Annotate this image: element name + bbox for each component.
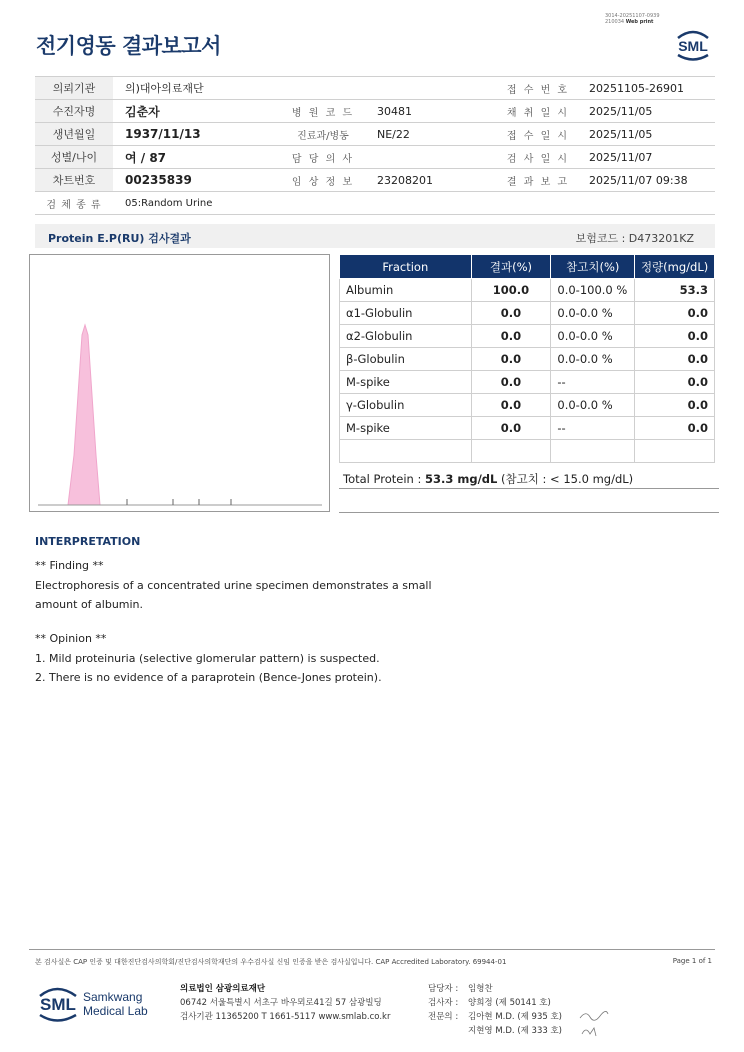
value-department: NE/22 [365, 123, 499, 146]
opinion-text-1: 1. Mild proteinuria (selective glomerular pattern) is suspected. [35, 652, 380, 665]
table-row [340, 394, 715, 417]
label-requester: 의뢰기관 [35, 77, 113, 100]
cell-fraction: α1-Globulin [340, 302, 472, 325]
footer-divider [29, 949, 715, 950]
total-protein-prefix: Total Protein : [343, 472, 426, 486]
col-quantity: 정량(mg/dL) [635, 255, 715, 279]
label-department: 진료과/병동 [281, 123, 365, 146]
finding-label: ** Finding ** [35, 559, 104, 572]
print-meta-line2: 210034 [605, 19, 625, 25]
staff-info [428, 982, 562, 1038]
cell-fraction: β-Globulin [340, 348, 472, 371]
value-received-date: 2025/11/05 [577, 123, 715, 146]
cell-ref: -- [551, 371, 635, 394]
label-accession-no: 접 수 번 호 [499, 77, 577, 100]
cell-result: 0.0 [471, 394, 551, 417]
cell-ref: 0.0-0.0 % [551, 394, 635, 417]
label-sex-age: 성별/나이 [35, 146, 113, 169]
cell-quant: 0.0 [635, 394, 715, 417]
info-row [35, 192, 715, 215]
value-collection-date: 2025/11/05 [577, 100, 715, 123]
col-reference: 참고치(%) [551, 255, 635, 279]
value-accession-no: 20251105-26901 [577, 77, 715, 100]
value-clinical-info: 23208201 [365, 169, 499, 192]
value-specimen-type: 05:Random Urine [113, 192, 715, 215]
cell-quant: 0.0 [635, 417, 715, 440]
cell-quant [635, 440, 715, 463]
staff-label: 담당자 : [428, 984, 459, 994]
page-number: Page 1 of 1 [672, 957, 712, 965]
cell-ref: 0.0-100.0 % [551, 279, 635, 302]
insurance-code: 보험코드 : D473201KZ [575, 232, 694, 245]
cell-fraction: M-spike [340, 417, 472, 440]
opinion-text-2: 2. There is no evidence of a paraprotein (Bence-Jones protein). [35, 671, 382, 684]
value-patient-name: 김춘자 [113, 100, 281, 123]
cell-ref: 0.0-0.0 % [551, 325, 635, 348]
footer-accreditation-note: 본 검사실은 CAP 인증 및 대한진단검사의학회/진단검사의학재단의 우수검사실 신임 인증을 받은 검사실입니다. CAP Accredited Laboratory. 69944-01 [35, 958, 507, 966]
total-protein-ref: (참고치 : < 15.0 mg/dL) [497, 472, 634, 486]
table-row [340, 279, 715, 302]
cell-result: 0.0 [471, 325, 551, 348]
value-requester: 의)대아의료재단 [113, 77, 499, 100]
samkwang-logo-line2: Medical Lab [83, 1004, 148, 1018]
value-report-date: 2025/11/07 09:38 [577, 169, 715, 192]
staff-value: 양희정 (제 50141 호) [468, 998, 551, 1008]
signatures [578, 1008, 612, 1040]
cell-result: 0.0 [471, 348, 551, 371]
label-report-date: 결 과 보 고 [499, 169, 577, 192]
cell-ref [551, 440, 635, 463]
patient-info-table [35, 76, 715, 215]
info-row [35, 77, 715, 100]
cell-ref: -- [551, 417, 635, 440]
table-row [340, 371, 715, 394]
table-row [340, 417, 715, 440]
staff-value: 지현영 M.D. (제 333 호) [468, 1026, 563, 1036]
staff-value: 임형찬 [468, 984, 493, 994]
cell-quant: 0.0 [635, 348, 715, 371]
cell-ref: 0.0-0.0 % [551, 302, 635, 325]
cell-fraction: Albumin [340, 279, 472, 302]
total-protein-value: 53.3 [425, 472, 454, 486]
divider [339, 512, 719, 513]
info-row [35, 123, 715, 146]
label-hospital-code: 병 원 코 드 [281, 100, 365, 123]
print-meta-line1: 3014-20251107-0939 [605, 13, 660, 19]
svg-text:SML: SML [40, 995, 76, 1014]
total-protein-unit: mg/dL [453, 472, 498, 486]
company-info [180, 982, 390, 1024]
cell-fraction: α2-Globulin [340, 325, 472, 348]
staff-label: 검사자 : [428, 998, 459, 1008]
cell-result [471, 440, 551, 463]
value-hospital-code: 30481 [365, 100, 499, 123]
cell-quant: 0.0 [635, 371, 715, 394]
company-contact: 검사기관 11365200 T 1661-5117 www.smlab.co.kr [180, 1012, 391, 1022]
cell-fraction: M-spike [340, 371, 472, 394]
label-physician: 담 당 의 사 [281, 146, 365, 169]
label-collection-date: 채 취 일 시 [499, 100, 577, 123]
col-result: 결과(%) [471, 255, 551, 279]
opinion-label: ** Opinion ** [35, 632, 107, 645]
staff-value: 김아현 M.D. (제 935 호) [468, 1012, 563, 1022]
value-physician [365, 146, 499, 169]
electrophoresis-curve [30, 255, 329, 511]
label-chart-no: 차트번호 [35, 169, 113, 192]
label-received-date: 접 수 일 시 [499, 123, 577, 146]
label-specimen-type: 검 체 종 류 [35, 192, 113, 215]
finding-text-1: Electrophoresis of a concentrated urine specimen demonstrates a small [35, 579, 432, 592]
label-birth-date: 생년월일 [35, 123, 113, 146]
sml-logo-text: SML [678, 38, 708, 54]
print-meta-web: Web print [625, 19, 654, 25]
table-row [340, 302, 715, 325]
info-row [35, 146, 715, 169]
label-test-date: 검 사 일 시 [499, 146, 577, 169]
table-row [340, 440, 715, 463]
cell-quant: 0.0 [635, 325, 715, 348]
cell-result: 0.0 [471, 371, 551, 394]
company-name: 의료법인 삼광의료재단 [180, 984, 266, 994]
print-meta [605, 13, 660, 25]
page-title: 전기영동 결과보고서 [36, 34, 221, 58]
label-patient-name: 수진자명 [35, 100, 113, 123]
finding-text-2: amount of albumin. [35, 598, 144, 611]
cell-quant: 53.3 [635, 279, 715, 302]
cell-result: 0.0 [471, 302, 551, 325]
electrophoresis-graph [29, 254, 330, 512]
company-address: 06742 서울특별시 서초구 바우뫼로41길 57 삼광빌딩 [180, 998, 382, 1008]
cell-result: 0.0 [471, 417, 551, 440]
cell-fraction [340, 440, 472, 463]
value-test-date: 2025/11/07 [577, 146, 715, 169]
table-row [340, 325, 715, 348]
cell-quant: 0.0 [635, 302, 715, 325]
value-birth-date: 1937/11/13 [113, 123, 281, 146]
col-fraction: Fraction [340, 255, 472, 279]
cell-ref: 0.0-0.0 % [551, 348, 635, 371]
samkwang-logo [36, 980, 166, 1028]
info-row [35, 169, 715, 192]
cell-result: 100.0 [471, 279, 551, 302]
label-clinical-info: 임 상 정 보 [281, 169, 365, 192]
cell-fraction: γ-Globulin [340, 394, 472, 417]
value-chart-no: 00235839 [113, 169, 281, 192]
interpretation-heading: INTERPRETATION [35, 535, 141, 548]
info-row [35, 100, 715, 123]
section-title: Protein E.P(RU) 검사결과 [48, 232, 191, 245]
samkwang-logo-line1: Samkwang [83, 990, 143, 1004]
results-table [339, 254, 715, 463]
table-row [340, 348, 715, 371]
value-sex-age: 여 / 87 [113, 146, 281, 169]
sml-logo [670, 24, 716, 64]
staff-label: 전문의 : [428, 1012, 459, 1022]
total-protein [339, 465, 719, 489]
